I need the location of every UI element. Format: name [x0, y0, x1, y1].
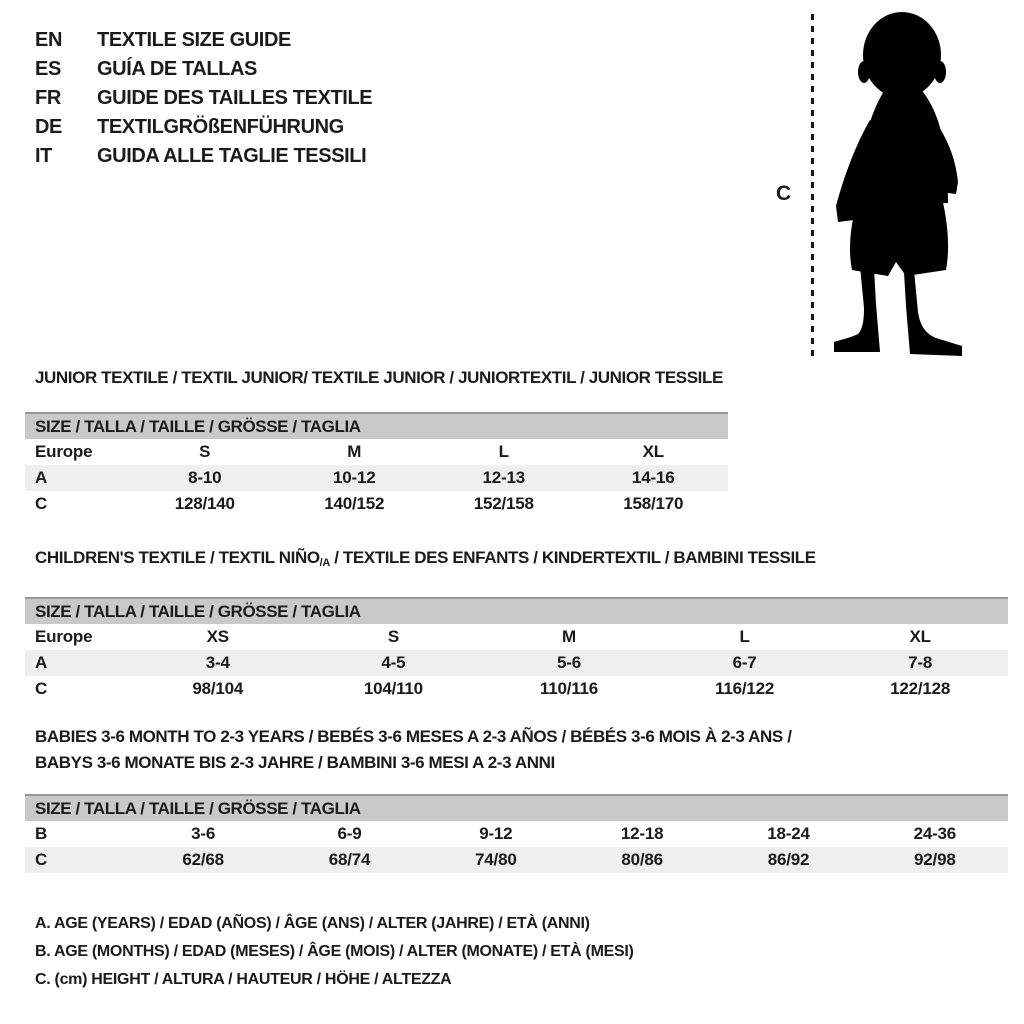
size-cell: 86/92 — [767, 850, 810, 869]
size-cell: 7-8 — [908, 653, 933, 672]
row-label: Europe — [35, 627, 93, 646]
language-code: FR — [35, 87, 61, 109]
table-row-height — [25, 847, 1008, 873]
language-row-en — [35, 26, 372, 55]
baby-silhouette-icon — [824, 8, 976, 358]
size-cell: 3-4 — [205, 653, 230, 672]
title-part: CHILDREN'S TEXTILE / TEXTIL NIÑO — [35, 548, 320, 567]
size-cell: XS — [206, 627, 229, 646]
junior-section-title: JUNIOR TEXTILE / TEXTIL JUNIOR/ TEXTILE JUNIOR / JUNIORTEXTIL / JUNIOR TESSILE — [35, 368, 723, 387]
babies-textile-section — [25, 724, 1008, 873]
junior-size-table — [25, 412, 728, 517]
size-cell: 128/140 — [174, 494, 235, 513]
row-label: C — [35, 850, 48, 869]
size-cell: 92/98 — [914, 850, 956, 869]
size-cell: 68/74 — [328, 850, 371, 869]
size-cell: 110/116 — [539, 679, 599, 698]
size-cell: 9-12 — [479, 824, 513, 843]
row-label: A — [35, 653, 48, 672]
children-textile-section — [25, 548, 1008, 702]
size-cell: 10-12 — [333, 468, 376, 487]
size-cell: 12-13 — [482, 468, 525, 487]
size-cell: 5-6 — [556, 653, 581, 672]
language-title: TEXTILGRÖßENFÜHRUNG — [97, 116, 344, 138]
language-title: TEXTILE SIZE GUIDE — [97, 29, 291, 51]
size-cell: S — [199, 442, 211, 461]
children-size-table — [25, 597, 1008, 702]
size-cell: 4-5 — [381, 653, 406, 672]
footnote-age-months: B. AGE (MONTHS) / EDAD (MESES) / ÂGE (MOIS) / ALTER (MONATE) / ETÀ (MESI) — [35, 943, 634, 960]
language-code: DE — [35, 116, 62, 138]
language-title: GUIDA ALLE TAGLIE TESSILI — [97, 145, 367, 167]
size-cell: L — [739, 627, 750, 646]
table-row-height — [25, 491, 728, 517]
row-label: C — [35, 494, 48, 513]
row-label: Europe — [35, 442, 93, 461]
junior-textile-section — [25, 368, 728, 517]
children-section-title — [25, 548, 1008, 573]
language-heading-block — [35, 26, 372, 171]
title-line-2: BABYS 3-6 MONATE BIS 2-3 JAHRE / BAMBINI 3-6 MESI A 2-3 ANNI — [35, 753, 555, 772]
babies-size-table — [25, 794, 1008, 873]
size-cell: M — [347, 442, 362, 461]
size-header-bar: SIZE / TALLA / TAILLE / GRÖSSE / TAGLIA — [25, 412, 728, 439]
size-cell: 80/86 — [621, 850, 663, 869]
size-cell: 152/158 — [473, 494, 534, 513]
size-cell: 6-9 — [337, 824, 362, 843]
size-cell: 24-36 — [913, 824, 957, 843]
row-label: C — [35, 679, 48, 698]
size-cell: 122/128 — [890, 679, 951, 698]
language-title: GUIDE DES TAILLES TEXTILE — [97, 87, 373, 109]
measurement-legend — [35, 910, 634, 994]
size-cell: 12-18 — [620, 824, 664, 843]
size-cell: 104/110 — [363, 679, 423, 698]
size-header-bar: SIZE / TALLA / TAILLE / GRÖSSE / TAGLIA — [25, 597, 1008, 624]
size-cell: XL — [909, 627, 931, 646]
row-label: B — [35, 824, 48, 843]
title-part: / TEXTILE DES ENFANTS / KINDERTEXTIL / BAMBINI TESSILE — [329, 548, 816, 567]
height-measure-label: C — [776, 182, 792, 205]
size-cell: 14-16 — [632, 468, 675, 487]
size-cell: S — [387, 627, 399, 646]
language-row-de — [35, 113, 372, 142]
table-row-months — [25, 821, 1008, 847]
height-measure-dotted-line — [811, 14, 814, 356]
language-code: ES — [35, 58, 61, 80]
row-label: A — [35, 468, 48, 487]
table-row-height — [25, 676, 1008, 702]
language-title: GUÍA DE TALLAS — [97, 58, 257, 80]
language-code: IT — [35, 145, 52, 167]
footnote-height-cm: C. (cm) HEIGHT / ALTURA / HAUTEUR / HÖHE / ALTEZZA — [35, 971, 452, 988]
size-cell: 74/80 — [475, 850, 517, 869]
size-cell: 8-10 — [188, 468, 222, 487]
size-cell: 140/152 — [324, 494, 385, 513]
size-cell: 62/68 — [182, 850, 224, 869]
size-cell: 3-6 — [191, 824, 216, 843]
size-cell: 116/122 — [715, 679, 775, 698]
title-subscript: /A — [319, 557, 330, 569]
language-row-it — [35, 142, 372, 171]
babies-section-title — [25, 724, 1008, 776]
size-cell: 158/170 — [623, 494, 684, 513]
size-cell: M — [562, 627, 576, 646]
footnote-age-years: A. AGE (YEARS) / EDAD (AÑOS) / ÂGE (ANS) / ALTER (JAHRE) / ETÀ (ANNI) — [35, 915, 590, 932]
size-cell: 6-7 — [732, 653, 757, 672]
size-header-bar: SIZE / TALLA / TAILLE / GRÖSSE / TAGLIA — [25, 794, 1008, 821]
size-cell: 98/104 — [192, 679, 244, 698]
size-cell: XL — [642, 442, 664, 461]
table-row-age — [25, 465, 728, 491]
language-code: EN — [35, 29, 62, 51]
language-row-es — [35, 55, 372, 84]
language-row-fr — [35, 84, 372, 113]
table-row-europe — [25, 624, 1008, 650]
table-row-europe — [25, 439, 728, 465]
size-cell: 18-24 — [767, 824, 810, 843]
size-cell: L — [498, 442, 509, 461]
title-line-1: BABIES 3-6 MONTH TO 2-3 YEARS / BEBÉS 3-6 MESES A 2-3 AÑOS / BÉBÉS 3-6 MOIS À 2-3 ANS / — [35, 727, 792, 746]
table-row-age — [25, 650, 1008, 676]
